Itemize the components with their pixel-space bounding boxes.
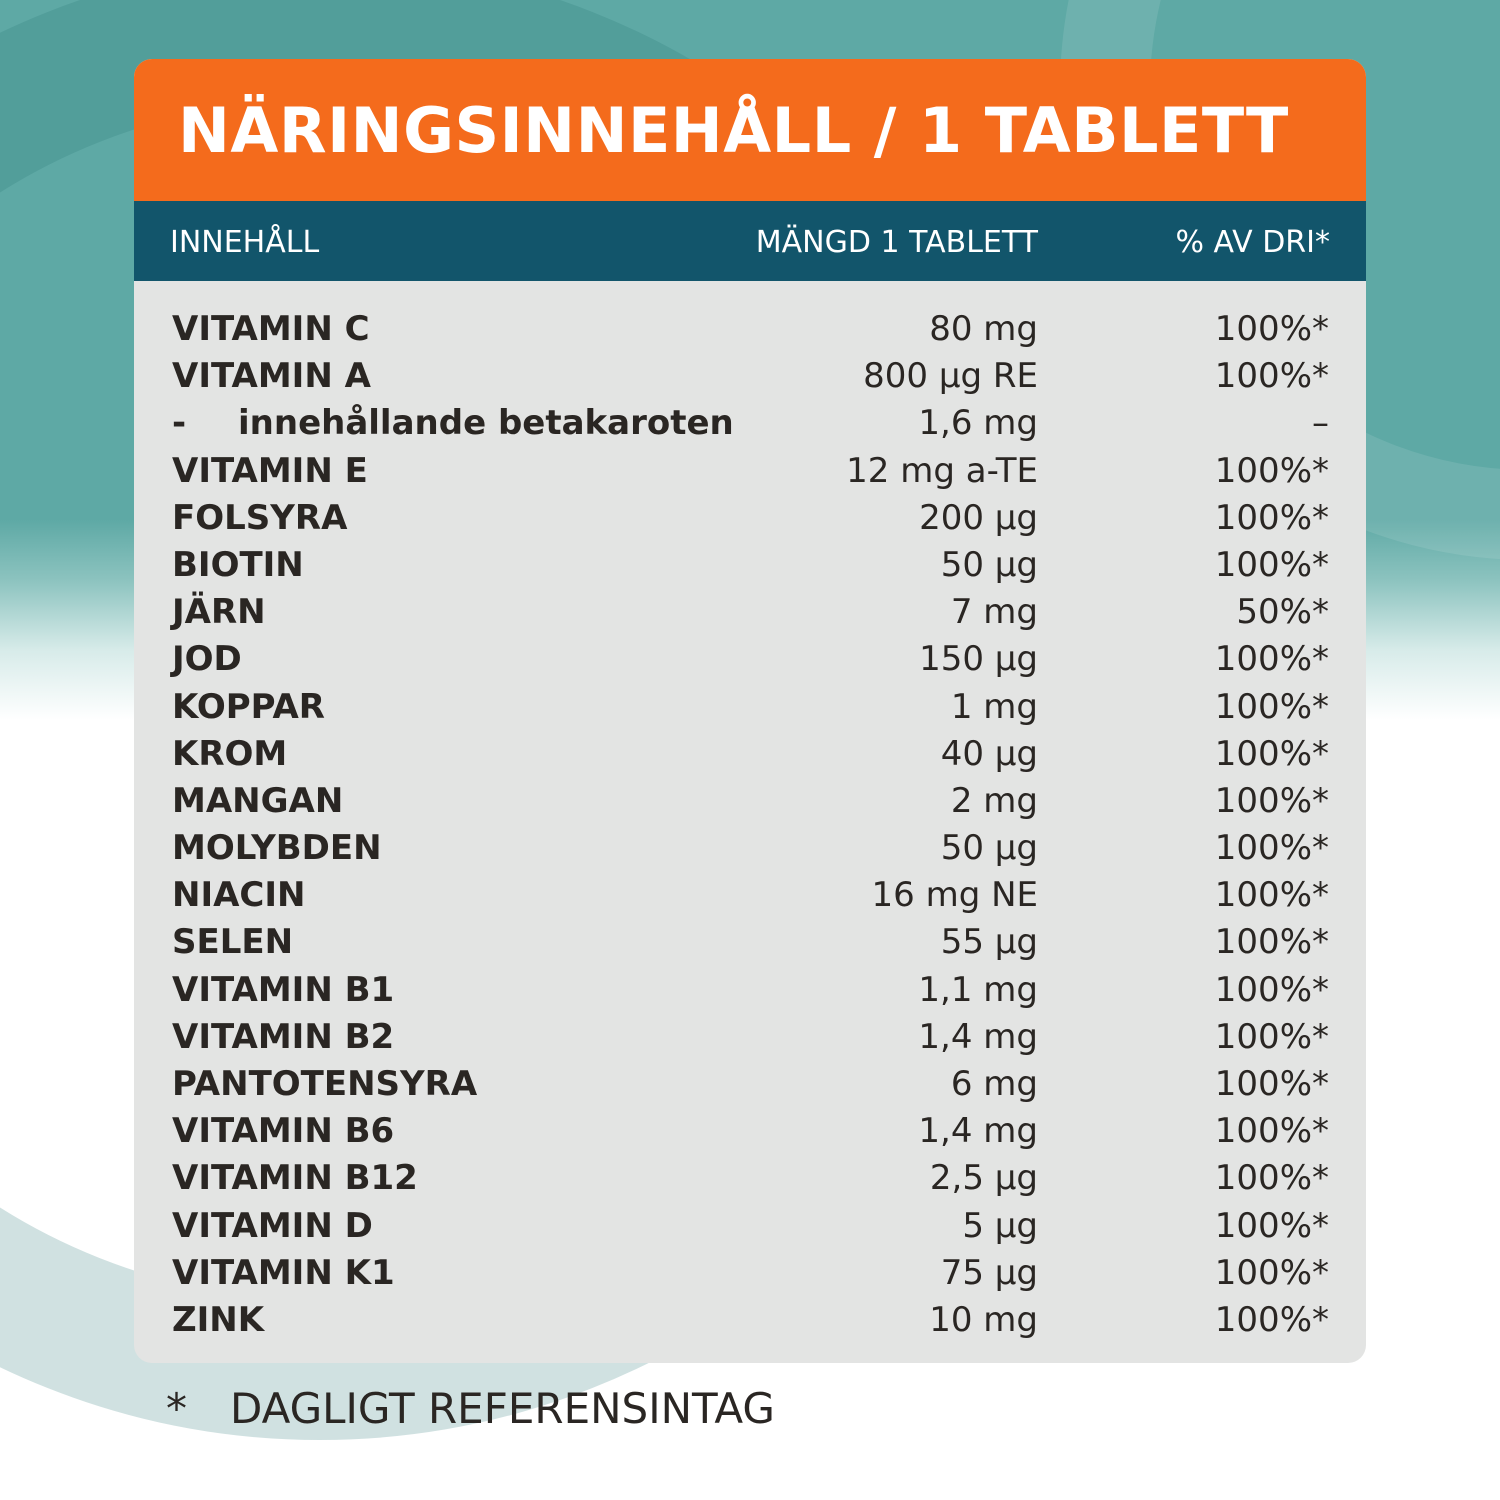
table-row [134,636,1366,683]
nutrient-name [172,356,371,396]
footnote [166,1384,775,1433]
nutrient-dri: 100%* [1214,497,1329,538]
nutrient-name [172,639,242,679]
nutrient-dri: 100%* [1214,828,1329,869]
nutrient-label: MANGAN [172,780,344,821]
nutrient-label: KROM [172,733,288,774]
nutrient-label: VITAMIN B12 [172,1158,418,1199]
nutrient-name [172,592,266,632]
table-row [134,1297,1366,1344]
nutrient-dri: 100%* [1214,1016,1329,1057]
table-row [134,919,1366,966]
nutrition-table-card [134,59,1366,1363]
table-title-bar [134,59,1366,201]
nutrient-dri: 100%* [1214,356,1329,397]
footnote-symbol: * [166,1384,187,1433]
table-row [134,1108,1366,1155]
nutrient-amount: 800 µg RE [863,356,1038,397]
nutrient-label: KOPPAR [172,686,325,727]
table-row [134,306,1366,353]
table-row [134,1250,1366,1297]
nutrient-dri: 100%* [1214,733,1329,774]
nutrient-amount: 55 µg [940,922,1038,963]
nutrient-amount: 16 mg NE [871,875,1038,916]
table-row [134,1203,1366,1250]
table-row [134,967,1366,1014]
nutrient-name [172,734,287,774]
nutrient-label: VITAMIN C [172,309,370,349]
nutrient-amount: 80 mg [929,309,1038,349]
nutrient-dri: 100%* [1214,1111,1329,1152]
nutrient-amount: 1,4 mg [918,1016,1038,1057]
nutrient-amount: 40 µg [940,733,1038,774]
footnote-text: DAGLIGT REFERENSINTAG [230,1384,775,1433]
nutrient-amount: 1,6 mg [918,403,1038,444]
nutrient-name [172,451,368,491]
nutrient-label: VITAMIN E [172,450,368,491]
nutrient-name [172,687,325,727]
column-header-row [134,201,1366,281]
nutrient-name [172,1300,264,1340]
table-row [134,731,1366,778]
nutrient-name [172,875,305,915]
nutrient-label: innehållande betakaroten [238,403,734,444]
nutrient-name [172,828,382,868]
nutrient-dri: 100%* [1214,1064,1329,1104]
table-row [134,778,1366,825]
nutrient-name [172,498,347,538]
nutrient-name [172,1064,477,1104]
nutrient-label: BIOTIN [172,544,304,585]
nutrient-label: JÄRN [172,592,266,633]
nutrient-amount: 5 µg [962,1205,1038,1246]
nutrient-name [172,922,293,962]
nutrient-label: MOLYBDEN [172,828,382,869]
nutrient-name [172,1017,394,1057]
nutrient-dri: 100%* [1214,1205,1329,1246]
column-header-amount: MÄNGD 1 TABLETT [755,225,1038,260]
nutrient-dri: 100%* [1214,875,1329,916]
table-row [134,353,1366,400]
nutrient-name [172,545,304,585]
nutrient-name [172,1158,418,1198]
nutrient-dri: 100%* [1214,922,1329,963]
nutrient-label: VITAMIN B2 [172,1016,395,1057]
nutrient-amount: 2,5 µg [929,1158,1038,1199]
nutrient-label: ZINK [172,1299,265,1340]
nutrient-name [172,1111,394,1151]
nutrient-label: VITAMIN B6 [172,1111,395,1152]
nutrient-dri: 100%* [1214,969,1329,1010]
table-row [134,684,1366,731]
table-row [134,872,1366,919]
nutrient-amount: 6 mg [950,1064,1038,1104]
nutrient-amount: 2 mg [950,780,1038,821]
nutrient-label: FOLSYRA [172,497,348,538]
table-row [134,542,1366,589]
table-row [134,1014,1366,1061]
nutrient-dri: 100%* [1214,780,1329,821]
nutrient-label: NIACIN [172,875,306,916]
nutrient-label: JOD [172,639,242,680]
nutrient-amount: 10 mg [929,1299,1038,1340]
table-row [134,589,1366,636]
table-row [134,1155,1366,1202]
nutrient-dri: 100%* [1214,450,1329,491]
nutrient-dri: 100%* [1214,686,1329,727]
table-title: NÄRINGSINNEHÅLL / 1 TABLETT [178,93,1289,167]
nutrient-dri: 100%* [1214,1158,1329,1199]
nutrient-label: VITAMIN D [172,1205,373,1246]
nutrient-name [172,781,343,821]
table-row [134,448,1366,495]
nutrient-name [172,1253,395,1293]
column-header-content: INNEHÅLL [170,225,320,260]
nutrient-amount: 150 µg [919,639,1038,680]
nutrient-amount: 200 µg [919,497,1038,538]
nutrient-dri: 100%* [1214,1299,1329,1340]
table-row [134,495,1366,542]
nutrient-dri: – [1312,403,1329,444]
nutrient-amount: 50 µg [940,828,1038,869]
nutrient-amount: 1,1 mg [918,969,1038,1010]
nutrient-dri: 50%* [1236,592,1329,633]
nutrient-amount: 75 µg [940,1252,1038,1293]
nutrient-dri: 100%* [1214,1252,1329,1293]
nutrient-amount: 1 mg [950,686,1038,727]
nutrient-label: PANTOTENSYRA [172,1064,478,1104]
nutrient-amount: 12 mg a-TE [846,450,1038,491]
table-row [134,825,1366,872]
nutrient-name [172,309,370,349]
nutrient-dri: 100%* [1214,309,1329,349]
column-header-dri: % AV DRI* [1175,225,1330,260]
nutrient-rows [134,281,1366,1344]
nutrient-label: VITAMIN K1 [172,1252,395,1293]
table-row [134,1061,1366,1108]
nutrient-name [172,403,734,443]
nutrient-name [172,1206,373,1246]
nutrient-name [172,970,394,1010]
sub-item-dash: - [172,403,187,444]
nutrient-dri: 100%* [1214,544,1329,585]
nutrient-label: SELEN [172,922,294,963]
nutrient-amount: 50 µg [940,544,1038,585]
nutrient-amount: 7 mg [950,592,1038,633]
nutrient-amount: 1,4 mg [918,1111,1038,1152]
nutrient-label: VITAMIN B1 [172,969,395,1010]
nutrient-dri: 100%* [1214,639,1329,680]
nutrient-label: VITAMIN A [172,356,371,397]
table-row [134,400,1366,447]
